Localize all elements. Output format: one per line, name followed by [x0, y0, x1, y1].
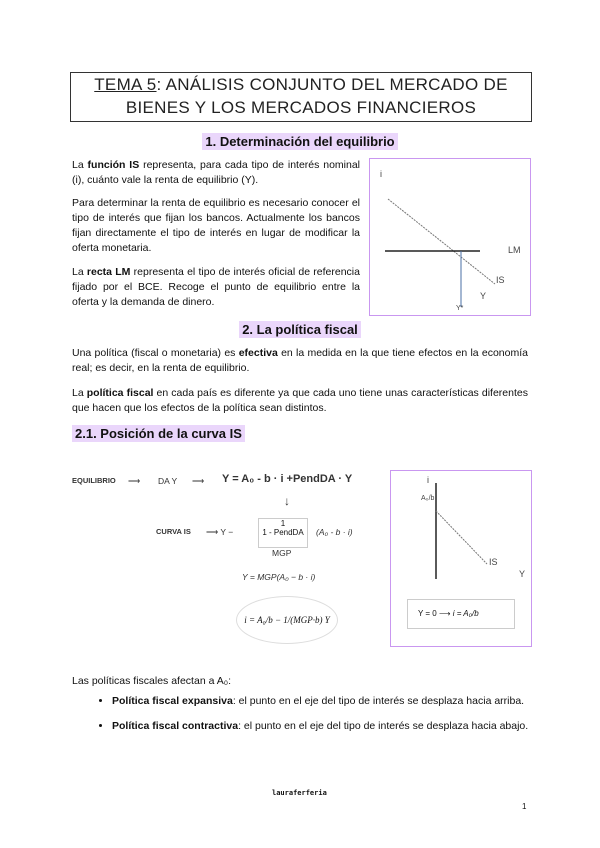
document-page: TEMA 5: ANÁLISIS CONJUNTO DEL MERCADO DE BIENES Y LOS MERCADOS FINANCIEROS 1. Determinación del equilibrio La función IS representa, para cada tipo de interés nominal (i), cuánto vale la renta de equilibrio (Y). Para determinar la renta de equilibrio es necesario conocer el tipo de interés que fijan los bancos. Actualmente los bancos fijan directamente el tipo de interés en lugar de modificar la oferta monetaria. La recta LM representa el tipo de interés oficial de referencia fijado por el BCE. Recoge el punto de equilibrio entre la oferta y la demanda de dinero. i LM IS Y Y* 2. La política fiscal Una política (fiscal o monetaria) es efectiva en la medida en la que tiene efectos en la economía real; es decir, en la renta de equilibrio. La política fiscal en cada país es diferente ya que cada uno tiene unas características diferentes que hacen que los efectos de la política sean distintos. 2.1. Posición de la curva IS EQUILIBRIO ⟶ DA Y ⟶ Y = A₀ - b · i +PendDA · Y ↓ CURVA IS ⟶ Y − 1 1 - PendDA (A₀ - b · i) MGP Y = MGP(A₀ − b · i) i = A₀/b − 1/(MGP·b) Y i A₀/b IS Y Y = 0 ⟶ i = A₀/b Las políticas fiscales afectan a A₀: • Política fiscal expansiva: el punto en el eje del tipo de interés se desplaza hacia arriba. • Política fiscal contractiva: el punto en el eje del tipo de interés se desplaza hacia abajo. lauraferferia 1	[0, 0, 600, 848]
y-axis-label: i	[427, 475, 429, 485]
section2-heading: 2. La política fiscal	[0, 322, 600, 337]
lm-label: LM	[508, 245, 521, 255]
bullet-list	[72, 694, 568, 744]
s1-p3: La recta LM representa el tipo de interés oficial de referencia fijado por el BCE. Recoge el punto de equilibrio entre la oferta y la demanda de dinero.	[72, 266, 360, 308]
x-axis-label: Y	[519, 569, 526, 579]
s1-p1: La función IS representa, para cada tipo de interés nominal (i), cuánto vale la renta de equilibrio (Y).	[72, 159, 360, 186]
is-intercept-graph	[390, 470, 532, 647]
title-prefix: TEMA 5	[94, 75, 157, 94]
section1-heading: 1. Determinación del equilibrio	[0, 134, 600, 149]
eq-mid: DA Y	[158, 476, 178, 486]
eq3: Y = MGP(A₀ − b · i)	[242, 572, 316, 582]
s2-p1: Una política (fiscal o monetaria) es efectiva en la medida en la que tiene efectos en la economía real; es decir, en la renta de equilibrio.	[72, 347, 528, 374]
s21-intro: Las políticas fiscales afectan a A₀:	[72, 675, 232, 687]
s2-p2: La política fiscal en cada país es diferente ya que cada uno tiene unas características diferentes que hacen que los efectos de la política sean distintos.	[72, 387, 528, 414]
mgp-label: MGP	[272, 548, 292, 558]
list-item: • Política fiscal contractiva: el punto en el eje del tipo de interés se desplaza hacia abajo.	[112, 719, 568, 734]
eq4-ellipse: i = A₀/b − 1/(MGP·b) Y	[236, 596, 338, 644]
eq-formula: Y = A₀ - b · i +PendDA · Y	[222, 473, 353, 485]
page-number: 1	[522, 802, 527, 811]
is-lm-chart-icon	[370, 159, 530, 315]
curve-label: CURVA IS	[156, 527, 191, 536]
x-axis-label: Y	[480, 291, 487, 301]
section21-heading: 2.1. Posición de la curva IS	[72, 426, 245, 441]
eq-label: Y*	[456, 305, 464, 312]
curve-tail: (A₀ - b · i)	[316, 527, 353, 537]
frac-box: 1 1 - PendDA	[258, 518, 308, 548]
intercept-note: Y = 0 ⟶ i = A₀/b	[407, 599, 515, 629]
title-line1: : ANÁLISIS CONJUNTO DEL MERCADO DE	[156, 75, 508, 94]
s1-p2: Para determinar la renta de equilibrio es necesario conocer el tipo de interés que fijan los bancos. Actualmente los bancos fijan directamente el tipo de interés en lugar de modificar la oferta monetaria.	[72, 197, 360, 254]
y-axis-label: i	[380, 169, 382, 179]
list-item: • Política fiscal expansiva: el punto en el eje del tipo de interés se desplaza hacia arriba.	[112, 694, 568, 709]
title-line2: BIENES Y LOS MERCADOS FINANCIEROS	[125, 98, 477, 117]
title-box	[70, 72, 532, 122]
is-lm-graph	[369, 158, 531, 316]
intercept-label: A₀/b	[421, 495, 435, 502]
is-label: IS	[496, 275, 505, 285]
is-label: IS	[489, 557, 498, 567]
eq-label: EQUILIBRIO	[72, 476, 116, 485]
footer-author: lauraferferia	[272, 789, 327, 797]
